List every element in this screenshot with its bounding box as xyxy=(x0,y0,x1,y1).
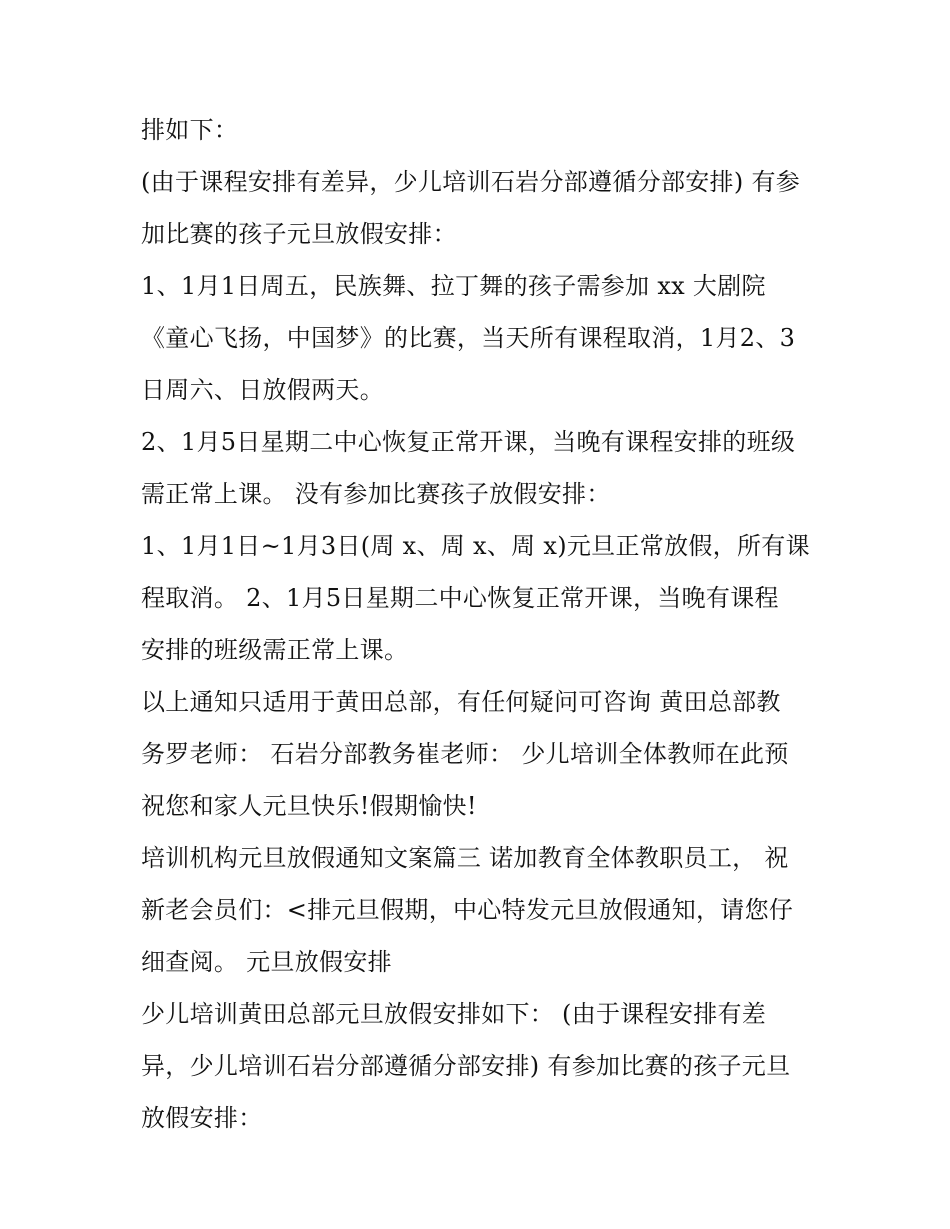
text-line: (由于课程安排有差异，少儿培训石岩分部遵循分部安排) 有参 xyxy=(141,168,801,196)
text-line: 培训机构元旦放假通知文案篇三 诺加教育全体教职员工， 祝 xyxy=(141,844,789,872)
document-body xyxy=(141,104,821,1144)
text-line: 新老会员们：<排元旦假期，中心特发元旦放假通知，请您仔 xyxy=(141,896,794,924)
text-line: 1、1月1日周五，民族舞、拉丁舞的孩子需参加 xx 大剧院 xyxy=(141,272,766,300)
text-line: 以上通知只适用于黄田总部，有任何疑问可咨询 黄田总部教 xyxy=(141,688,781,716)
text-line: 务罗老师： 石岩分部教务崔老师： 少儿培训全体教师在此预 xyxy=(141,740,789,768)
text-line: 《童心飞扬，中国梦》的比赛，当天所有课程取消，1月2、3 xyxy=(141,324,796,352)
text-line: 1、1月1日~1月3日(周 x、周 x、周 x)元旦正常放假，所有课 xyxy=(141,532,810,560)
text-line: 细查阅。 元旦放假安排 xyxy=(141,948,392,976)
text-line: 排如下： xyxy=(141,116,239,144)
text-line: 放假安排： xyxy=(141,1104,263,1132)
text-line: 安排的班级需正常上课。 xyxy=(141,636,409,664)
text-line: 日周六、日放假两天。 xyxy=(141,376,384,404)
text-line: 少儿培训黄田总部元旦放假安排如下： (由于课程安排有差 xyxy=(141,1000,767,1028)
text-line: 程取消。 2、1月5日星期二中心恢复正常开课，当晚有课程 xyxy=(141,584,779,612)
text-line: 2、1月5日星期二中心恢复正常开课，当晚有课程安排的班级 xyxy=(141,428,796,456)
text-line: 祝您和家人元旦快乐!假期愉快! xyxy=(141,792,477,820)
text-line: 需正常上课。 没有参加比赛孩子放假安排： xyxy=(141,480,611,508)
text-line: 异，少儿培训石岩分部遵循分部安排) 有参加比赛的孩子元旦 xyxy=(141,1052,791,1080)
text-line: 加比赛的孩子元旦放假安排： xyxy=(141,220,457,248)
